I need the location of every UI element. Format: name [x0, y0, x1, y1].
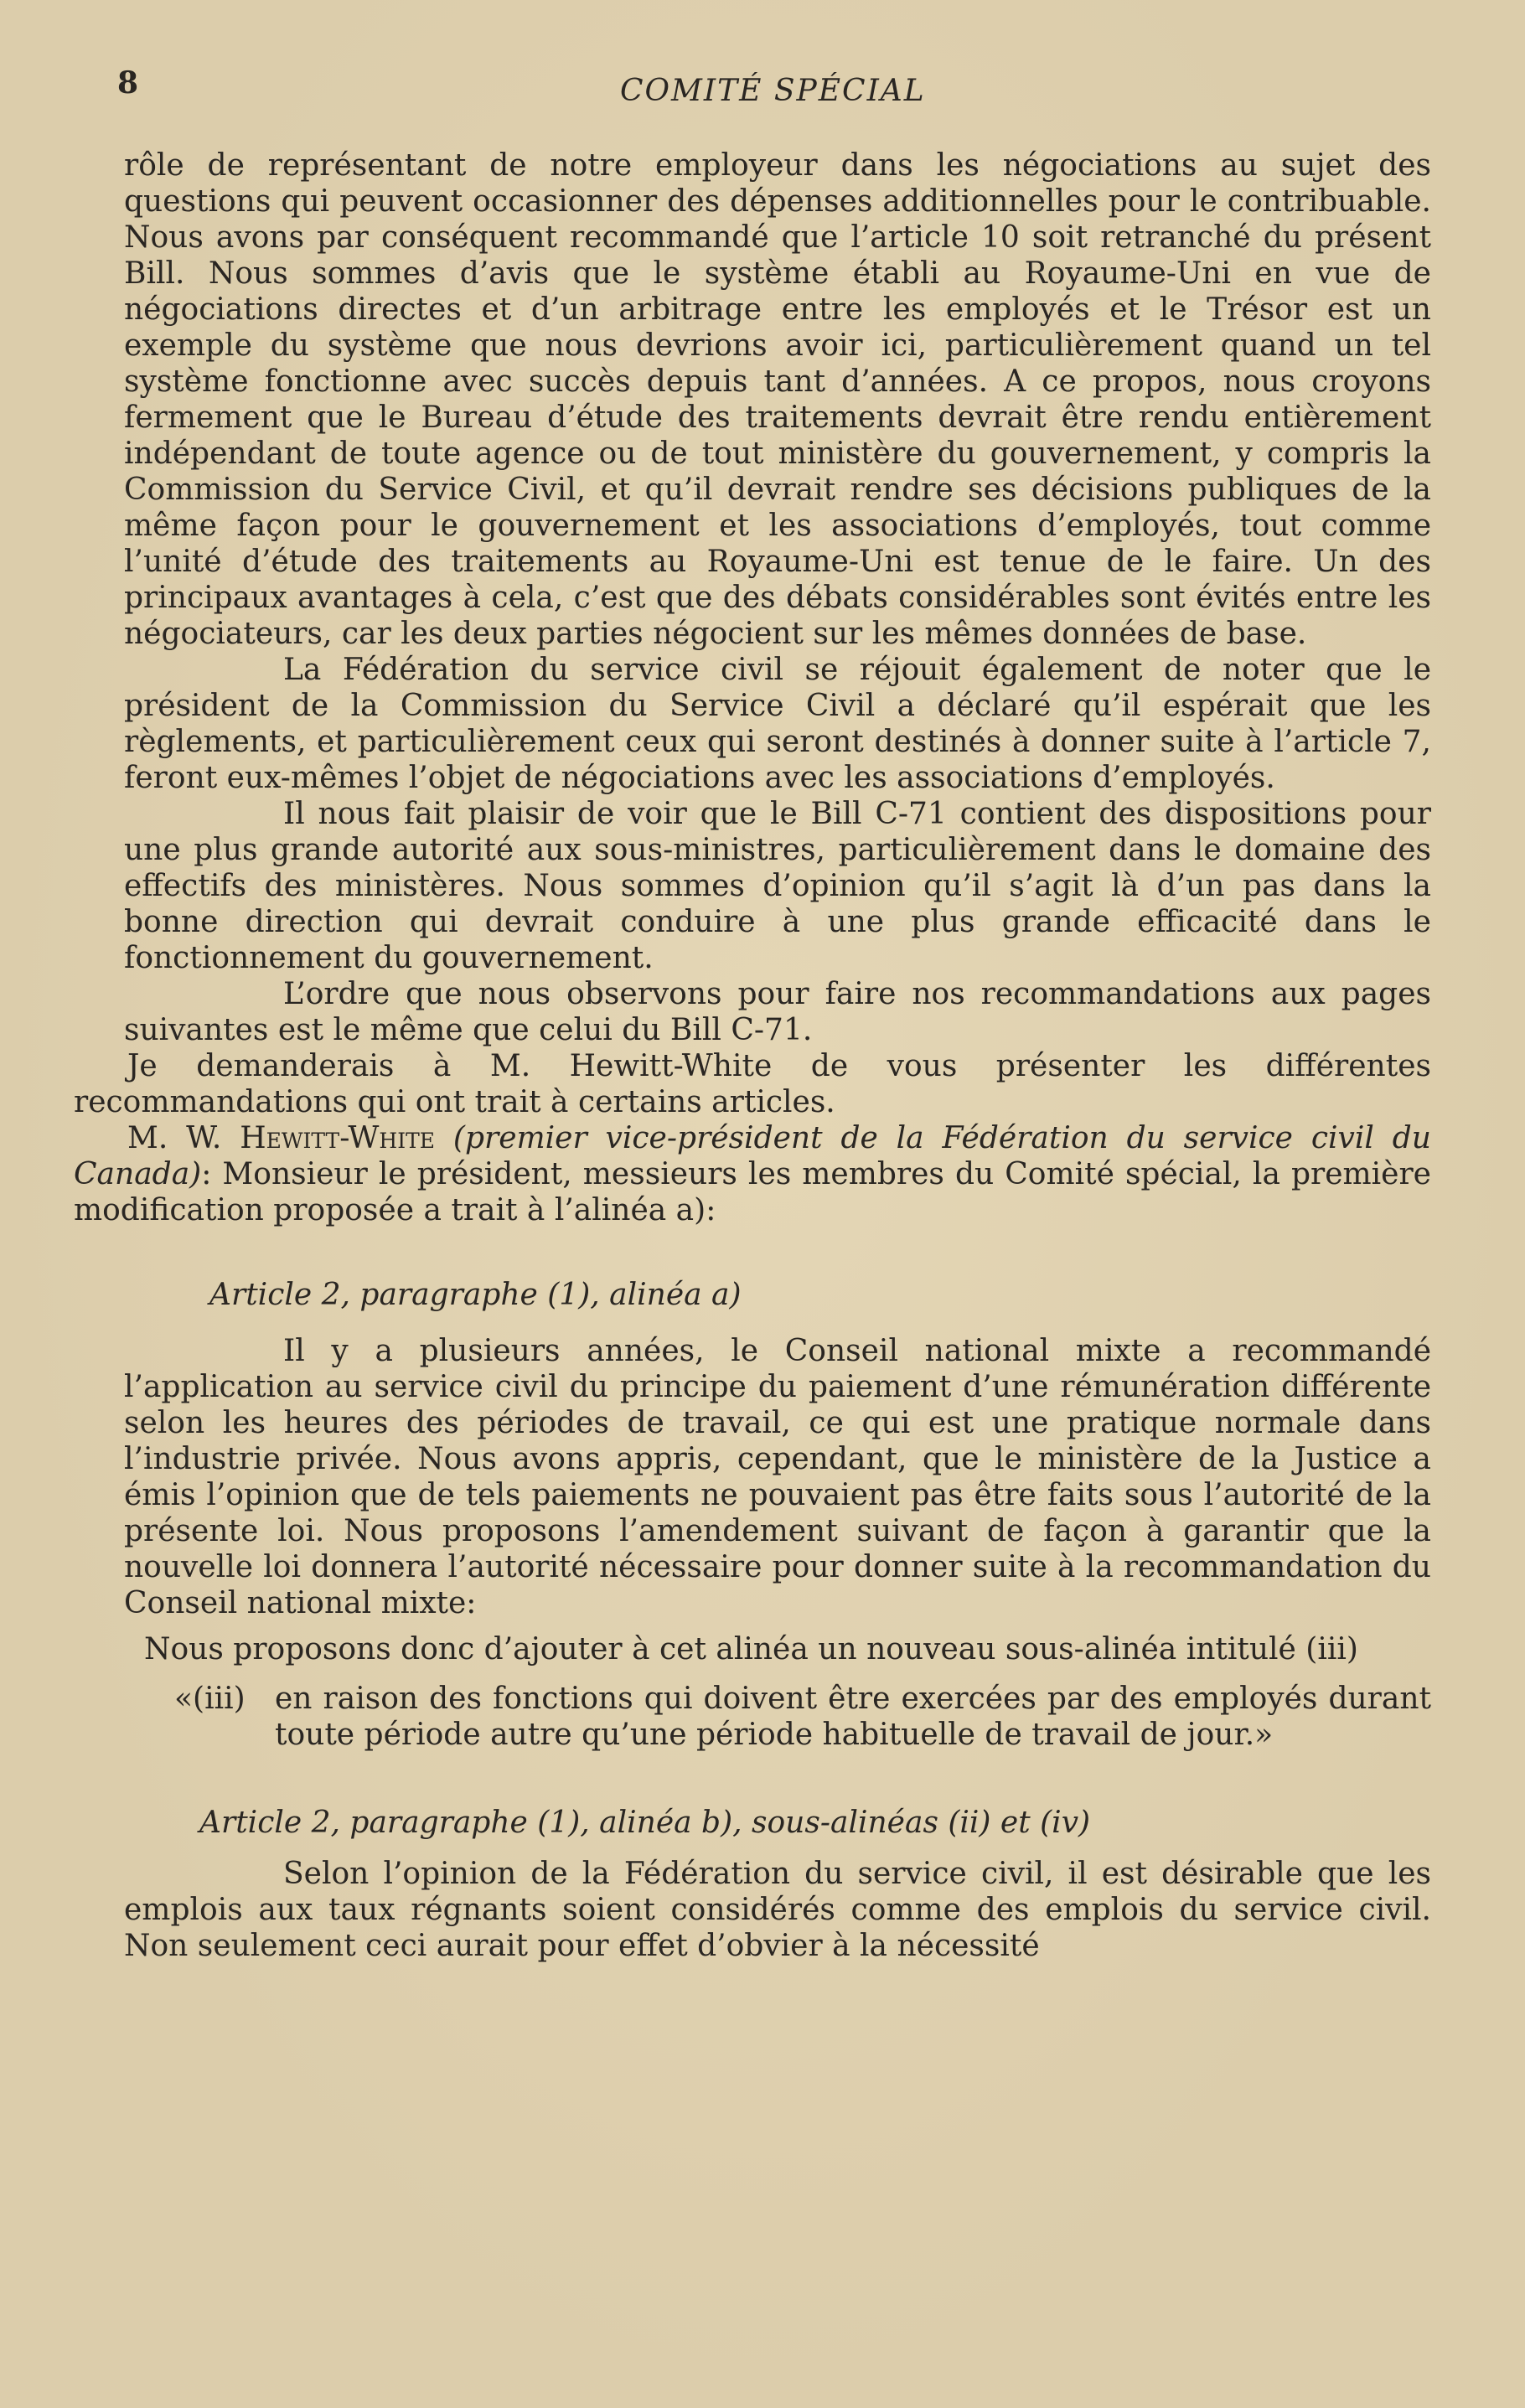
paragraph-5: Je demanderais à M. Hewitt-White de vous présenter les différentes recommandations qui ont trait à certains articles. [74, 1049, 1431, 1119]
quote-label: «(iii) [174, 1682, 246, 1716]
paragraph-7: Nous proposons donc d’ajouter à cet alinéa un nouveau sous-alinéa intitulé (iii) [144, 1632, 1358, 1666]
section-heading-2: Article 2, paragraphe (1), alinéa b), sous-alinéas (ii) et (iv) [199, 1806, 1091, 1840]
paragraph-2: La Fédération du service civil se réjouit également de noter que le président de la Commission du Service Civil a déclaré qu’il espérait que les règlements, et particulièrement ceux qui seront destinés à donner suite à l’article 7, feront eux-mêmes l’objet de négociations avec les associations d’employés. [124, 653, 1431, 795]
paragraph-6: Il y a plusieurs années, le Conseil national mixte a recommandé l’application au service civil du principe du paiement d’une rémunération différente selon les heures des périodes de travail, ce qui est une pratique normale dans l’industrie privée. Nous avons appris, cependant, que le ministère de la Justice a émis l’opinion que de tels paiements ne pouvaient pas être faits sous l’autorité de la présente loi. Nous proposons l’amendement suivant de façon à garantir que la nouvelle loi donnera l’autorité nécessaire pour donner suite à la recommandation du Conseil national mixte: [124, 1334, 1431, 1620]
speaker-paragraph [74, 1120, 1431, 1228]
quoted-subparagraph [174, 1681, 1431, 1753]
paragraph-8: Selon l’opinion de la Fédération du service civil, il est désirable que les emplois aux taux régnants soient considérés comme des emplois du service civil. Non seulement ceci aurait pour effet d’obvier à la nécessité [124, 1857, 1431, 1963]
section-heading-1: Article 2, paragraphe (1), alinéa a) [209, 1278, 742, 1312]
paragraph-4: L’ordre que nous observons pour faire nos recommandations aux pages suivantes est le même que celui du Bill C-71. [124, 977, 1431, 1047]
speaker-name: M. W. Hewitt-White [127, 1121, 436, 1155]
quote-text: en raison des fonctions qui doivent être exercées par des employés durant toute période autre qu’une période habituelle de travail de jour.» [275, 1682, 1431, 1752]
speaker-title: (premier vice-président de la Fédération du service civil du Canada) [74, 1121, 1431, 1191]
body-text [74, 147, 1431, 1964]
page-number: 8 [117, 65, 139, 101]
running-head: COMITÉ SPÉCIAL [620, 74, 926, 108]
speaker-text: : Monsieur le président, messieurs les membres du Comité spécial, la première modification proposée a trait à l’alinéa a): [74, 1157, 1431, 1227]
paragraph-1: rôle de représentant de notre employeur dans les négociations au sujet des questions qui peuvent occasionner des dépenses additionnelles pour le contribuable. Nous avons par conséquent recommandé que l’article 10 soit retranché du présent Bill. Nous sommes d’avis que le système établi au Royaume-Uni en vue de négociations directes et d’un arbitrage entre les employés et le Trésor est un exemple du système que nous devrions avoir ici, particulièrement quand un tel système fonctionne avec succès depuis tant d’années. A ce propos, nous croyons fermement que le Bureau d’étude des traitements devrait être rendu entièrement indépendant de toute agence ou de tout ministère du gouvernement, y compris la Commission du Service Civil, et qu’il devrait rendre ses décisions publiques de la même façon pour le gouvernement et les associations d’employés, tout comme l’unité d’étude des traitements au Royaume-Uni est tenue de le faire. Un des principaux avantages à cela, c’est que des débats considérables sont évités entre les négociateurs, car les deux parties négocient sur les mêmes données de base. [124, 148, 1431, 651]
paragraph-3: Il nous fait plaisir de voir que le Bill C-71 contient des dispositions pour une plus grande autorité aux sous-ministres, particulièrement dans le domaine des effectifs des ministères. Nous sommes d’opinion qu’il s’agit là d’un pas dans la bonne direction qui devrait conduire à une plus grande efficacité dans le fonctionnement du gouvernement. [124, 797, 1431, 975]
